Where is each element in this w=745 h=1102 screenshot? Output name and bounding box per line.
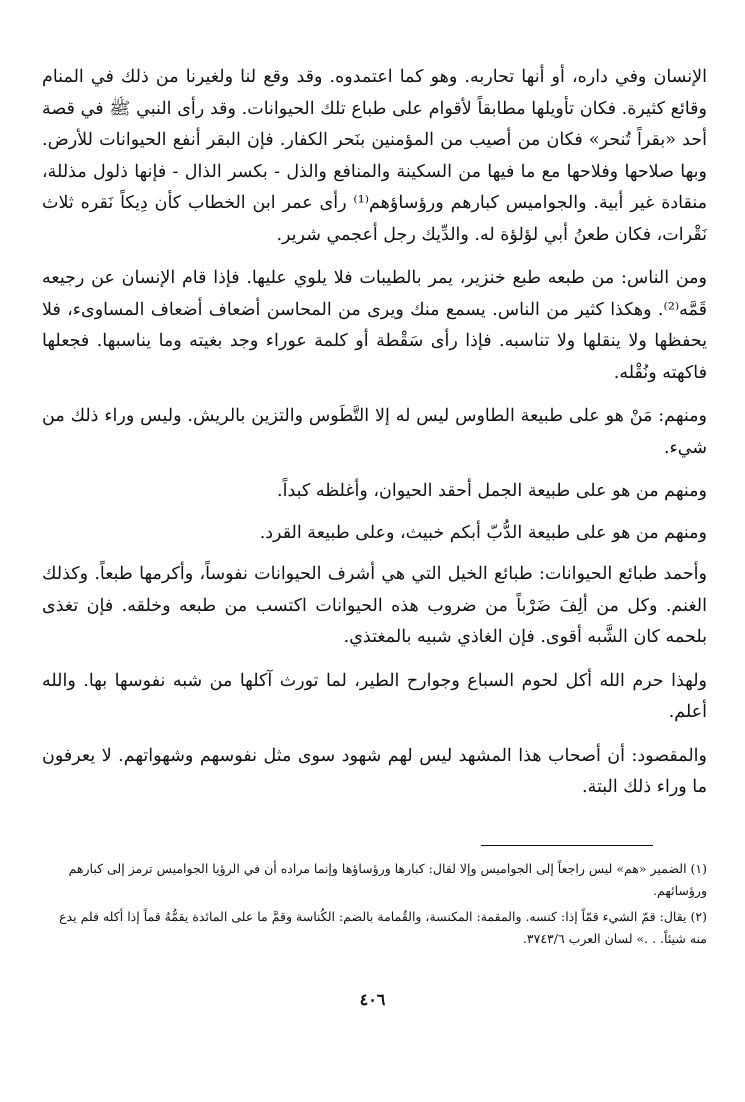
page-body bbox=[42, 62, 707, 816]
paragraph-7: ولهذا حرم الله أكل لحوم السباع وجوارح الطير، لما تورث آكلها من شبه نفوسها بها. والله أعلم. bbox=[42, 670, 707, 722]
paragraph-4: ومنهم من هو على طبيعة الجمل أحقد الحيوان، وأغلظه كبداً. bbox=[277, 481, 707, 501]
paragraph-2: ومن الناس: من طبعه طبع خنزير، يمر بالطيبات فلا يلوي عليها. فإذا قام الإنسان عن رجيعه قَمَّه⁽²⁾. وهكذا كثير من الناس. يسمع منك ويرى من المحاسن أضعاف أضعاف المساوىء، فلا يحفظها ولا ينقلها ولا تناسبه. فإذا رأى سَقْطة أو كلمة عوراء وجد بغيته وما يناسبها. فجعلها فاكهته ونُقْله. bbox=[42, 268, 707, 383]
paragraph-5: ومنهم من هو على طبيعة الدُّبّ أبكم خبيث، وعلى طبيعة القرد. bbox=[259, 522, 707, 543]
footnote-1: (١) الضمير «هم» ليس راجعاً إلى الجواميس وإلا لقال: كبارها ورؤساؤها وإنما مراده أن في الرؤيا الجواميس ترمز إلى كبارهم ورؤسائهم. bbox=[68, 861, 707, 898]
paragraph-6: وأحمد طبائع الحيوانات: طبائع الخيل التي هي أشرف الحيوانات نفوساً، وأكرمها طبعاً. وكذلك الغنم. وكل من ألِفَ ضَرْباً من ضروب هذه الحيوانات اكتسب من طبعه وخلقه. فإن تغذى بلحمه كان الشَّبه أقوى. فإن الغاذي شبيه بالمغتذي. bbox=[42, 564, 707, 647]
paragraph-3: ومنهم: مَنْ هو على طبيعة الطاوس ليس له إلا التَّطَوس والتزين بالريش. وليس وراء ذلك من شيء. bbox=[42, 406, 707, 458]
paragraph-1: الإنسان وفي داره، أو أنها تحاربه. وهو كما اعتمدوه. وقد وقع لنا ولغيرنا من ذلك في المنام وقائع كثيرة. فكان تأويلها مطابقاً لأقوام على طباع تلك الحيوانات. وقد رأى النبي ﷺ في قصة أحد «بقراً تُنحر» فكان من أصيب من المؤمنين بنَحر الكفار. فإن البقر أنفع الحيوانات للأرض. وبها صلاحها وفلاحها مع ما فيها من السكينة والمنافع والذل - بكسر الذال - فإنها ذلول مذللة، منقادة غير أبية. والجواميس كبارهم ورؤساؤهم⁽¹⁾ رأى عمر ابن الخطاب كأن دِيكاً نَقره ثلاث نَقْرات، فكان طعنُ أبي لؤلؤة له. والدِّيك رجل أعجمي شرير. bbox=[42, 67, 707, 245]
footnote-2: (٢) يقال: قمّ الشيء قمّاً إذا: كنسه. والمقمة: المكنسة، والقُمامة بالضم: الكُناسة وقمَّ ما على المائدة يقمُّهُ قماً إذا أكله فلم يدع منه شيئاً. . .» لسان العرب ٣٧٤٣/٦. bbox=[59, 909, 707, 946]
footnotes bbox=[42, 858, 707, 954]
footnote-divider bbox=[481, 845, 653, 846]
page-number: ٤٠٦ bbox=[359, 990, 386, 1009]
paragraph-8: والمقصود: أن أصحاب هذا المشهد ليس لهم شهود سوى مثل نفوسهم وشهواتهم. لا يعرفون ما وراء ذلك البتة. bbox=[42, 745, 707, 797]
